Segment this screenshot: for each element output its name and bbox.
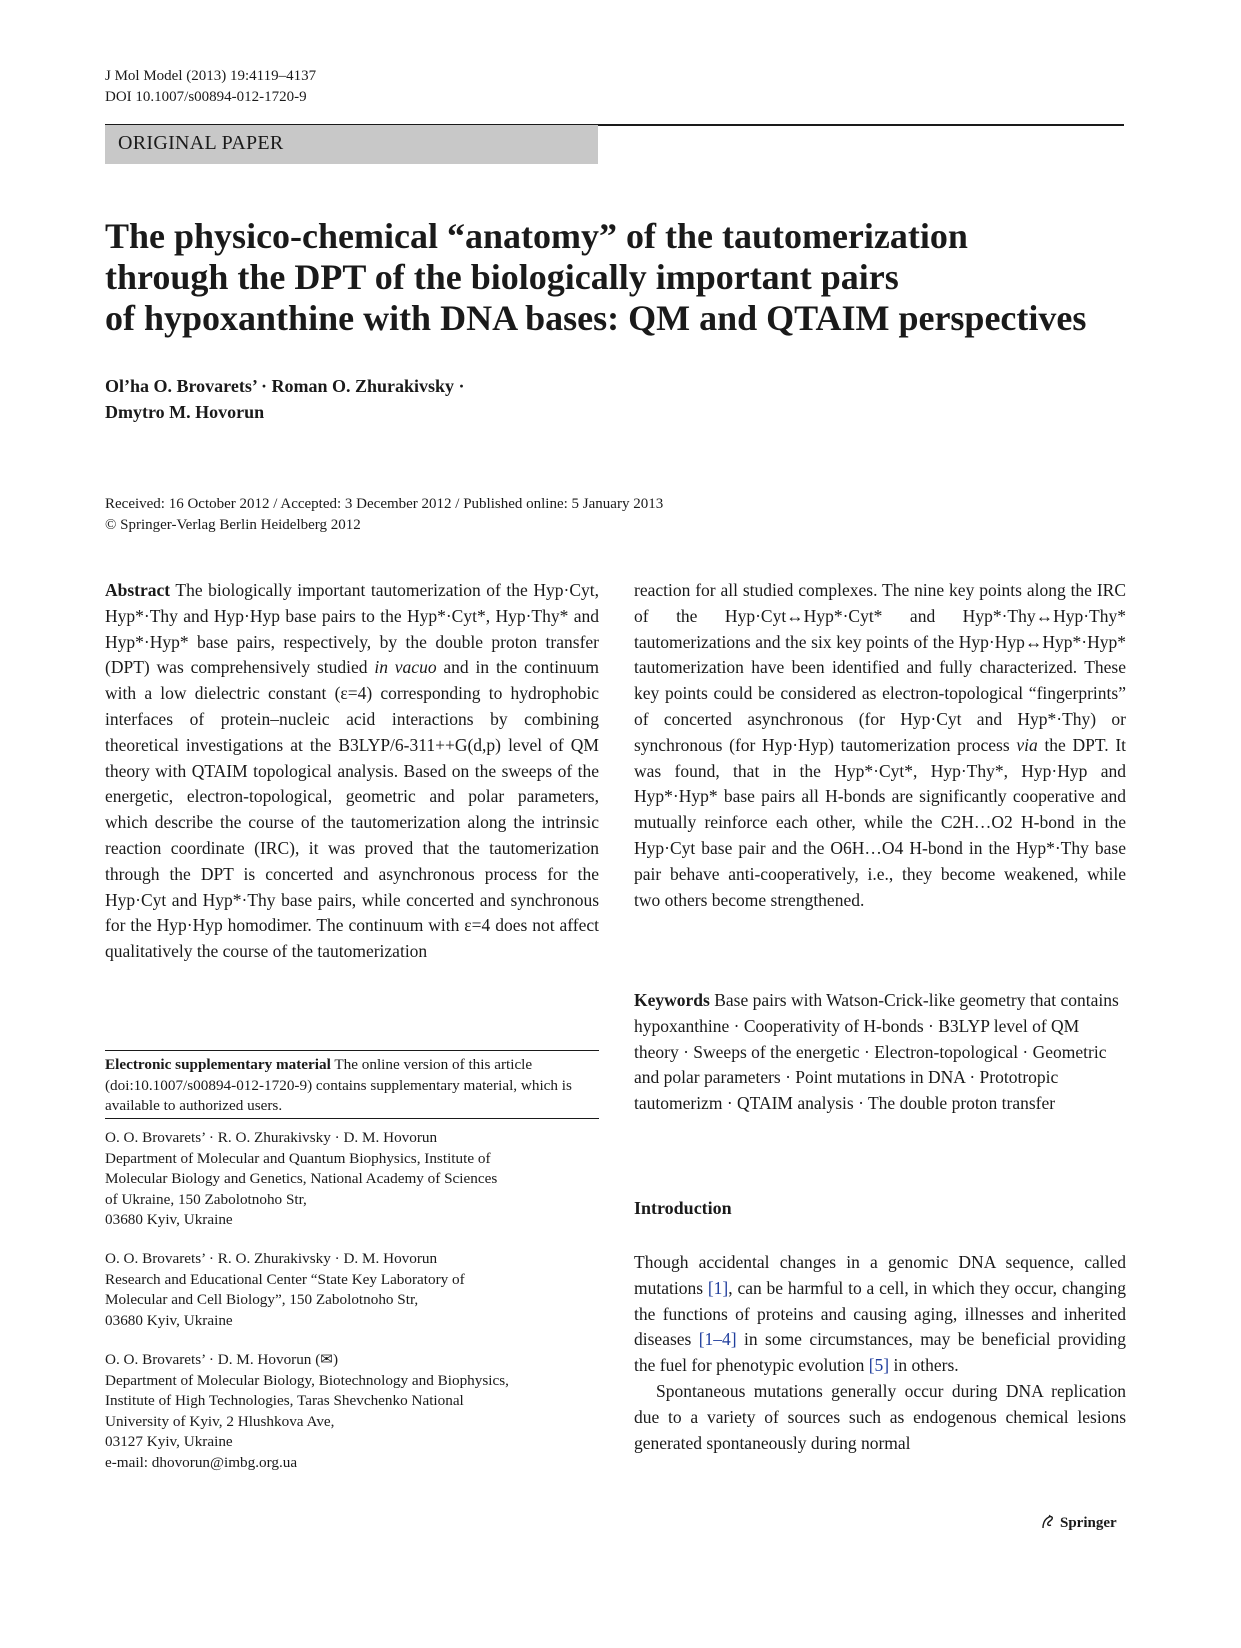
copyright-notice: © Springer-Verlag Berlin Heidelberg 2012 [105,517,361,533]
abstract-text: the DPT. It was found, that in the Hyp*·Cyt*, Hyp·Thy*, Hyp·Hyp and Hyp*·Hyp* base pairs all H-bonds are significantly cooperative and mutually reinforce each other, while the C2H…O2 H-bond in the Hyp·Cyt base pair and the O6H…O4 H-bond in the Hyp*·Thy base pair behave anti-cooperatively, i.e., they become weakened, while two others become strengthened. [634,734,1127,910]
esm-label: Electronic supplementary material [105,1056,331,1073]
journal-citation: J Mol Model (2013) 19:4119–4137 [105,68,317,84]
publication-dates: Received: 16 October 2012 / Accepted: 3 December 2012 / Published online: 5 January 2013 [105,496,664,512]
title-line: through the DPT of the biologically important pairs [105,257,899,297]
abstract-italic-term: via [1016,734,1038,755]
affiliation-block [105,1249,599,1331]
paper-type-label: ORIGINAL PAPER [118,132,284,154]
intro-text: , can be harmful to a cell, in which they occur, changing the functions of proteins and causing aging, illnesses and inherited diseases [634,1277,1127,1350]
introduction-text [634,1250,1126,1456]
abstract-text: reaction for all studied complexes. The nine key points along the IRC of the Hyp·Cyt↔Hyp*·Cyt* and Hyp*·Thy↔Hyp·Thy* tautomerizations and the six key points of the Hyp·Hyp↔Hyp*·Hyp* tautomerization have been identified and fully characterized. These key points could be considered as electron-topological “fingerprints” of concerted asynchronous (for Hyp·Cyt and Hyp*·Thy) or synchronous (for Hyp·Hyp) tautomerization process [634,580,1126,755]
affiliation-block [105,1350,599,1473]
title-line: The physico-chemical “anatomy” of the tautomerization [105,216,968,256]
citation-link[interactable]: [1] [707,1277,729,1298]
intro-text: Though accidental changes in a genomic DNA sequence, called mutations [634,1252,1126,1298]
author-line: Ol’ha O. Brovarets’ · Roman O. Zhurakivsky · [105,376,465,396]
electronic-supplementary-material [105,1055,599,1117]
citation-link[interactable]: [5] [868,1355,890,1376]
esm-text: The online version of this article (doi:10.1007/s00894-012-1720-9) contains supplementary material, which is available to authorized users. [105,1056,572,1114]
publication-dates-block [105,494,1005,536]
affiliation-line: Department of Molecular Biology, Biotechnology and Biophysics, [105,1371,509,1389]
intro-text: in some circumstances, may be beneficial providing the fuel for phenotypic evolution [634,1329,1126,1376]
affiliation-line: Research and Educational Center “State Key Laboratory of [105,1270,465,1288]
affiliation-line: 03680 Kyiv, Ukraine [105,1311,233,1329]
title-line: of hypoxanthine with DNA bases: QM and QTAIM perspectives [105,298,1087,338]
journal-doi: DOI 10.1007/s00894-012-1720-9 [105,89,307,105]
abstract-label: Abstract [105,580,171,600]
author-list [105,373,805,425]
paper-title [105,216,1125,339]
section-heading-introduction: Introduction [634,1198,732,1218]
affiliation-rule [105,1118,599,1119]
affiliation-line: Institute of High Technologies, Taras Shevchenko National [105,1392,464,1409]
affiliation-line: O. O. Brovarets’ · D. M. Hovorun (✉) [105,1351,339,1368]
publisher-name: Springer [1060,1515,1117,1531]
keywords-block [634,988,1126,1117]
intro-paragraph: Spontaneous mutations generally occur during DNA replication due to a variety of sources such as endogenous chemical lesions generated spontaneously during normal [634,1380,1126,1453]
citation-link[interactable]: [1–4] [698,1329,737,1350]
abstract-italic-term: in vacuo [374,657,437,678]
affiliation-line: Molecular Biology and Genetics, National Academy of Sciences [105,1170,498,1187]
affiliation-line: 03127 Kyiv, Ukraine [105,1433,233,1450]
abstract-text: and in the continuum with a low dielectric constant (ε=4) corresponding to hydrophobic interfaces of protein–nucleic acid interactions by combining theoretical investigations at the B3LYP/6-311++G(d,p) level of QM theory with QTAIM topological analysis. Based on the sweeps of the energetic, electron-topological, geometric and polar parameters, which describe the course of the tautomerization along the intrinsic reaction coordinate (IRC), it was proved that the tautomerization through the DPT is concerted and asynchronous process for the Hyp·Cyt and Hyp*·Thy base pairs, while concerted and synchronous for the Hyp·Hyp homodimer. The continuum with ε=4 does not affect qualitatively the course of the tautomerization [105,657,599,962]
affiliation-line: of Ukraine, 150 Zabolotnoho Str, [105,1190,307,1208]
affiliation-block [105,1128,599,1231]
affiliation-line: 03680 Kyiv, Ukraine [105,1211,233,1228]
footnote-rule [105,1050,599,1051]
affiliation-line: Department of Molecular and Quantum Biophysics, Institute of [105,1149,491,1167]
intro-paragraph [634,1250,1126,1379]
abstract-text: The biologically important tautomerization of the Hyp·Cyt, Hyp*·Thy and Hyp·Hyp base pairs to the Hyp*·Cyt*, Hyp·Thy* and Hyp*·Hyp* base pairs, respectively, by the double proton transfer (DPT) was comprehensively studied [105,580,599,678]
publisher-footer [1040,1514,1117,1532]
abstract-right-column [634,578,1126,913]
keywords-text: Base pairs with Watson-Crick-like geometry that contains hypoxanthine · Cooperativity of H-bonds · B3LYP level of QM theory · Sweeps of the energetic · Electron-topological · Geometric and polar parameters · Point mutations in DNA · Prototropic tautomerizm · QTAIM analysis · The double proton transfer [634,990,1119,1114]
abstract-left-column [105,578,599,965]
affiliation-line: O. O. Brovarets’ · R. O. Zhurakivsky · D. M. Hovorun [105,1129,438,1146]
keywords-label: Keywords [634,990,710,1010]
springer-horse-icon [1040,1514,1056,1530]
email-link[interactable]: e-mail: dhovorun@imbg.org.ua [105,1453,298,1471]
affiliation-line: University of Kyiv, 2 Hlushkova Ave, [105,1412,335,1430]
affiliation-line: O. O. Brovarets’ · R. O. Zhurakivsky · D. M. Hovorun [105,1250,438,1267]
affiliation-line: Molecular and Cell Biology”, 150 Zabolotnoho Str, [105,1291,419,1308]
intro-text: in others. [893,1355,959,1376]
author-line: Dmytro M. Hovorun [105,402,265,422]
